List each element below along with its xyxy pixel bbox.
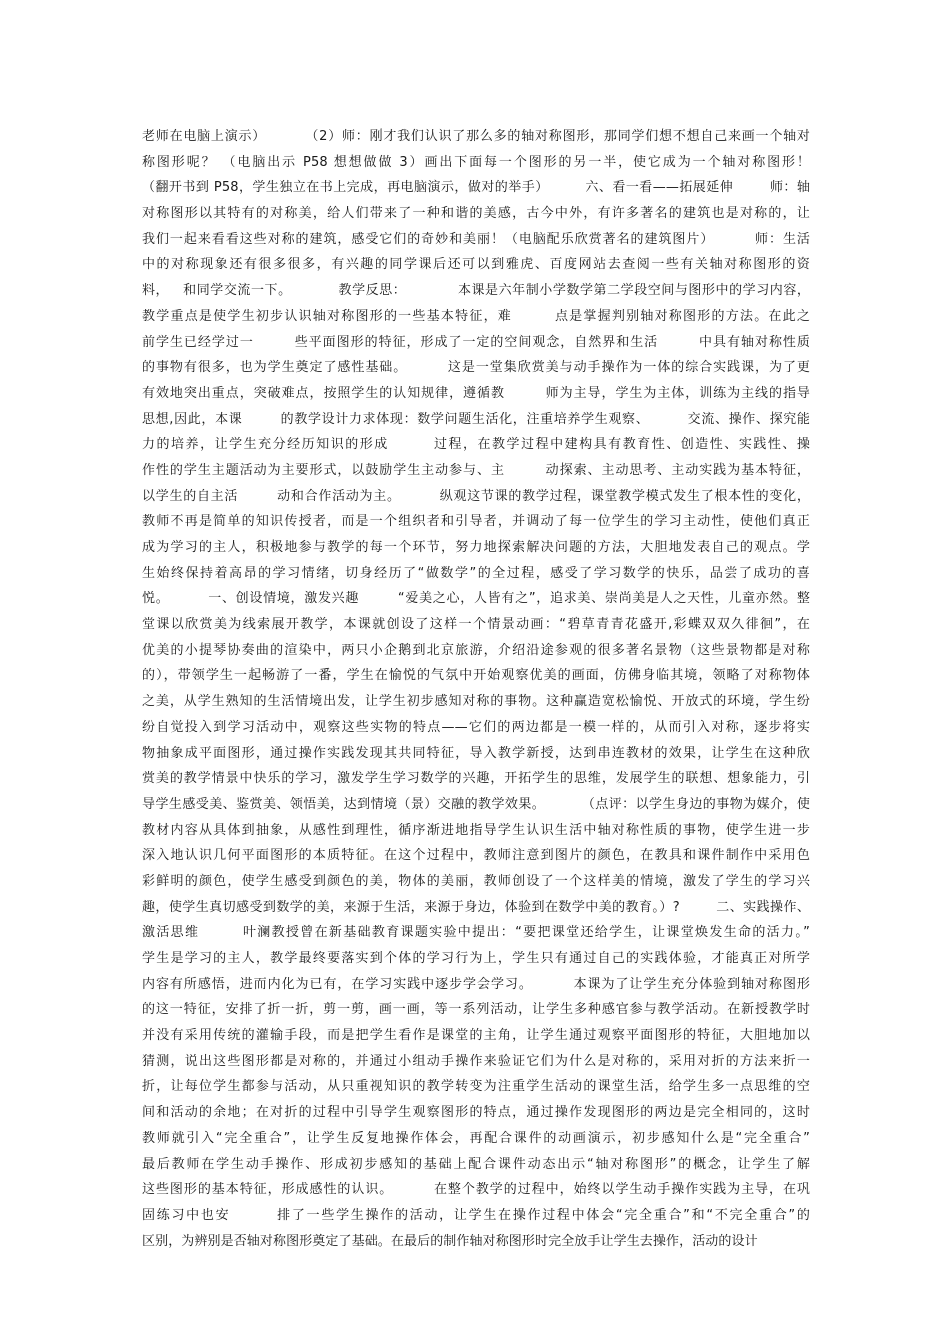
text-line: 的），带领学生一起畅游了一番，学生在愉悦的气氛中开始观察优美的画面，仿佛身临其境，领略了对称物体	[142, 668, 810, 684]
text-line: 之美，从学生熟知的生活情境出发，让学生初步感知对称的事物。这种赢造宽松愉悦、开放式的环境，学生纷	[142, 694, 810, 710]
text-line: 导学生感受美、鉴赏美、领悟美，达到情境（景）交融的教学效果。 （点评：以学生身边的事物为媒介，使	[142, 796, 810, 812]
text-line: 折，让每位学生都参与活动，从只重视知识的教学转变为注重学生活动的课堂生活，给学生多一点思维的空	[142, 1079, 810, 1095]
document-body	[142, 124, 810, 1254]
text-line: 这些图形的基本特征，形成感性的认识。 在整个教学的过程中，始终以学生动手操作实践为主导，在巩	[142, 1182, 810, 1198]
text-line: 料， 和同学交流一下。 教学反思： 本课是六年制小学数学第二学段空间与图形中的学习内容，	[142, 283, 810, 299]
text-line: 中的对称现象还有很多很多，有兴趣的同学课后还可以到雅虎、百度网站去查阅一些有关轴对称图形的资	[142, 257, 810, 273]
text-line: 彩鲜明的颜色，使学生感受到颜色的美，物体的美丽，教师创设了一个这样美的情境，激发了学生的学习兴	[142, 873, 810, 889]
text-line: 内容有所感悟，进而内化为已有，在学习实践中逐步学会学习。 本课为了让学生充分体验到轴对称图形	[142, 976, 810, 992]
text-line: 我们一起来看看这些对称的建筑，感受它们的奇妙和美丽！（电脑配乐欣赏著名的建筑图片） 师：生活	[142, 231, 810, 247]
text-line: （翻开书到 P58，学生独立在书上完成，再电脑演示，做对的举手） 六、看一看——拓展延伸 师：轴	[142, 180, 810, 196]
text-line: 有效地突出重点，突破难点，按照学生的认知规律，遵循教 师为主导，学生为主体，训练为主线的指导	[142, 385, 810, 401]
text-line: 悦。 一、创设情境，激发兴趣 “爱美之心，人皆有之”，追求美、崇尚美是人之天性，儿童亦然。整	[142, 591, 810, 607]
text-line: 趣，使学生真切感受到数学的美，来源于生活，来源于身边，体验到在数学中美的教育。）? 二、实践操作、	[142, 899, 810, 915]
text-line: 激活思维 叶澜教授曾在新基础教育课题实验中提出：“要把课堂还给学生，让课堂焕发生命的活力。”	[142, 925, 810, 941]
text-line: 前学生已经学过一 些平面图形的特征，形成了一定的空间观念，自然界和生活 中具有轴对称性质	[142, 334, 810, 350]
text-line: 老师在电脑上演示） （2）师：刚才我们认识了那么多的轴对称图形，那同学们想不想自己来画一个轴对	[142, 129, 810, 144]
text-line: 成为学习的主人，积极地参与教学的每一个环节，努力地探索解决问题的方法，大胆地发表自己的观点。学	[142, 540, 810, 555]
text-line: 教学重点是使学生初步认识轴对称图形的一些基本特征，难 点是掌握判别轴对称图形的方法。在此之	[142, 308, 810, 324]
text-line: 力的培养，让学生充分经历知识的形成 过程，在教学过程中建构具有教育性、创造性、实践性、操	[142, 437, 810, 453]
text-line: 思想,因此，本课 的教学设计力求体现：数学问题生活化，注重培养学生观察、 交流、操作、探究能	[142, 411, 810, 427]
text-line: 教师就引入“完全重合”，让学生反复地操作体会，再配合课件的动画演示，初步感知什么是“完全重合”	[142, 1130, 810, 1146]
text-line: 教材内容从具体到抽象，从感性到理性，循序渐进地指导学生认识生活中轴对称性质的事物，使学生进一步	[142, 822, 810, 838]
text-line: 对称图形以其特有的对称美，给人们带来了一种和谐的美感，古今中外，有许多著名的建筑也是对称的，让	[142, 206, 810, 222]
text-line: 作性的学生主题活动为主要形式，以鼓励学生主动参与、主 动探索、主动思考、主动实践为基本特征，	[142, 462, 810, 478]
text-line: 区别，为辨别是否轴对称图形奠定了基础。在最后的制作轴对称图形时完全放手让学生去操作，活动的设计	[142, 1233, 758, 1249]
text-line: 学生是学习的主人，教学最终要落实到个体的学习行为上，学生只有通过自己的实践体验，才能真正对所学	[142, 951, 810, 966]
text-line: 固练习中也安 排了一些学生操作的活动，让学生在操作过程中体会“完全重合”和“不完全重合”的	[142, 1207, 810, 1223]
text-line: 猜测，说出这些图形都是对称的，并通过小组动手操作来验证它们为什么是对称的，采用对折的方法来折一	[142, 1053, 810, 1069]
text-line: 赏美的教学情景中快乐的学习，激发学生学习数学的兴趣，开拓学生的思维，发展学生的联想、想象能力，引	[142, 771, 810, 787]
text-line: 教师不再是简单的知识传授者，而是一个组织者和引导者，并调动了每一位学生的学习主动性，使他们真正	[142, 514, 810, 530]
text-line: 最后教师在学生动手操作、形成初步感知的基础上配合课件动态出示“轴对称图形”的概念，让学生了解	[142, 1156, 810, 1172]
text-line: 纷自觉投入到学习活动中，观察这些实物的特点——它们的两边都是一模一样的，从而引入对称，逐步将实	[142, 719, 810, 735]
text-line: 的这一特征，安排了折一折，剪一剪，画一画，等一系列活动，让学生多种感官参与教学活动。在新授教学时	[142, 1002, 810, 1018]
text-line: 优美的小提琴协奏曲的渲染中，两只小企鹅到北京旅游，介绍沿途参观的很多著名景物（这些景物都是对称	[142, 642, 810, 658]
text-line: 并没有采用传统的灌输手段，而是把学生看作是课堂的主角，让学生通过观察平面图形的特征，大胆地加以	[142, 1028, 810, 1044]
text-line: 深入地认识几何平面图形的本质特征。在这个过程中，教师注意到图片的颜色，在教具和课件制作中采用色	[142, 848, 810, 864]
text-line: 生始终保持着高昂的学习情绪，切身经历了“做数学”的全过程，感受了学习数学的快乐，品尝了成功的喜	[142, 565, 810, 581]
text-line: 物抽象成平面图形，通过操作实践发现其共同特征，导入教学新授，达到串连教材的效果，让学生在这种欣	[142, 745, 810, 761]
text-line: 以学生的自主活 动和合作活动为主。 纵观这节课的教学过程，课堂教学模式发生了根本性的变化，	[142, 488, 810, 504]
text-line: 的事物有很多，也为学生奠定了感性基础。 这是一堂集欣赏美与动手操作为一体的综合实践课，为了更	[142, 360, 810, 376]
text-line: 称图形呢？ （电脑出示 P58 想想做做 3）画出下面每一个图形的另一半，使它成为一个轴对称图形！	[142, 154, 810, 170]
text-line: 堂课以欣赏美为线索展开教学，本课就创设了这样一个情景动画：“碧草青青花盛开,彩蝶双双久徘徊”，在	[142, 617, 810, 633]
text-line: 间和活动的余地；在对折的过程中引导学生观察图形的特点，通过操作发现图形的两边是完全相同的，这时	[142, 1105, 810, 1121]
